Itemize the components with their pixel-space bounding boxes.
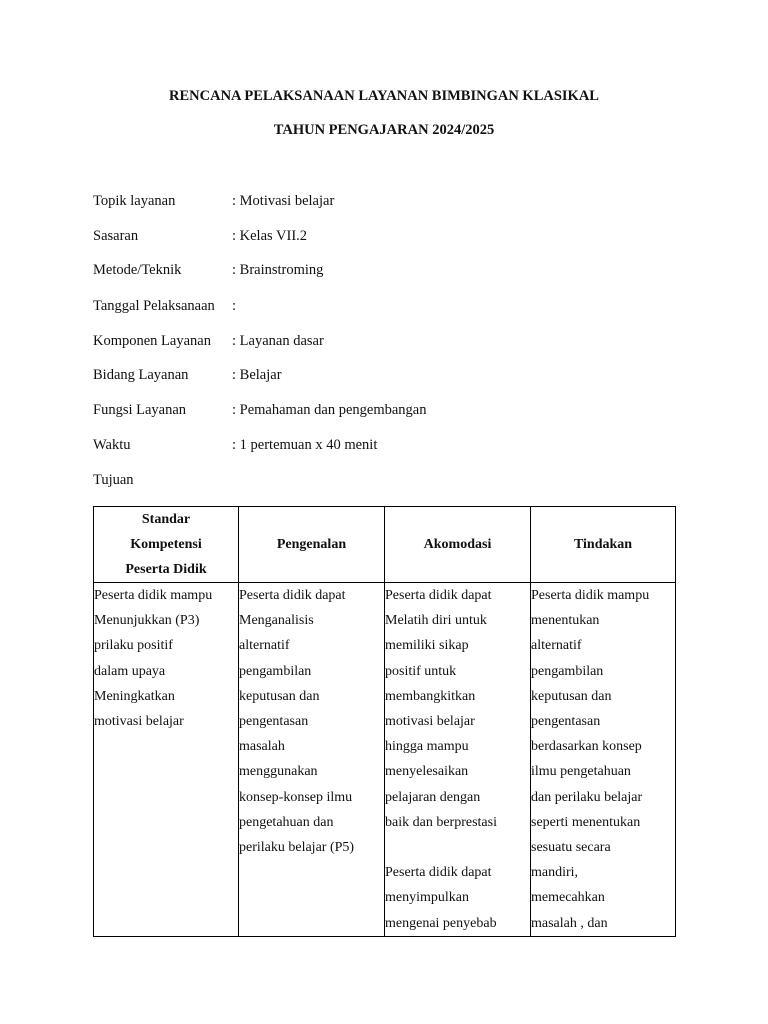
cell-standar-kompetensi bbox=[94, 583, 239, 937]
header-akomodasi bbox=[385, 507, 531, 583]
cell-line: memiliki sikap bbox=[385, 638, 469, 654]
info-label: Tujuan bbox=[93, 472, 134, 488]
info-value: : bbox=[232, 298, 237, 314]
info-value: : Kelas VII.2 bbox=[232, 228, 308, 244]
cell-line: prilaku positif bbox=[94, 638, 173, 654]
cell-line: pengentasan bbox=[239, 714, 309, 730]
info-label: Tanggal Pelaksanaan bbox=[93, 298, 215, 314]
cell-line: alternatif bbox=[239, 638, 290, 654]
cell-line: Peserta didik dapat bbox=[385, 865, 492, 881]
cell-line: Peserta didik mampu bbox=[531, 588, 650, 603]
header-tindakan bbox=[531, 507, 676, 583]
info-label: Topik layanan bbox=[93, 193, 176, 209]
header-line: Peserta Didik bbox=[125, 562, 207, 577]
cell-line: masalah , dan bbox=[531, 915, 608, 931]
cell-line: Menganalisis bbox=[239, 613, 314, 629]
cell-line: pelajaran dengan bbox=[385, 789, 481, 805]
cell-line: perilaku belajar (P5) bbox=[239, 840, 355, 856]
cell-line: mandiri, bbox=[531, 865, 579, 881]
table-header-row bbox=[94, 507, 676, 583]
cell-line: pengentasan bbox=[531, 714, 601, 730]
info-label: Waktu bbox=[93, 437, 131, 453]
cell-akomodasi bbox=[385, 583, 531, 937]
info-label: Metode/Teknik bbox=[93, 262, 182, 278]
cell-line: pengambilan bbox=[531, 663, 604, 679]
info-value: : Pemahaman dan pengembangan bbox=[232, 402, 427, 418]
cell-line: Peserta didik mampu bbox=[94, 588, 213, 603]
cell-line: sesuatu secara bbox=[531, 840, 611, 856]
cell-line: alternatif bbox=[531, 638, 582, 654]
header-line: Pengenalan bbox=[276, 536, 347, 552]
info-label: Komponen Layanan bbox=[93, 333, 211, 349]
cell-line: Peserta didik dapat bbox=[239, 588, 346, 603]
info-value: : Layanan dasar bbox=[232, 333, 324, 349]
cell-line: motivasi belajar bbox=[94, 714, 184, 730]
header-line: Kompetensi bbox=[130, 537, 202, 552]
header-line: Akomodasi bbox=[423, 536, 492, 552]
cell-pengenalan bbox=[239, 583, 385, 937]
cell-line: seperti menentukan bbox=[531, 814, 641, 830]
cell-line: konsep-konsep ilmu bbox=[239, 789, 353, 805]
cell-line: menentukan bbox=[531, 613, 600, 629]
cell-line: Menunjukkan (P3) bbox=[94, 613, 200, 629]
cell-line: baik dan berprestasi bbox=[385, 814, 497, 830]
header-line: Tindakan bbox=[573, 536, 633, 552]
cell-line: mengenai penyebab bbox=[385, 915, 497, 931]
info-label: Fungsi Layanan bbox=[93, 402, 187, 418]
cell-line: menggunakan bbox=[239, 764, 318, 780]
info-value: : Belajar bbox=[232, 367, 282, 383]
cell-line: positif untuk bbox=[385, 663, 457, 679]
header-line: Standar bbox=[141, 512, 191, 527]
document-title: RENCANA PELAKSANAAN LAYANAN BIMBINGAN KLASIKAL bbox=[169, 88, 599, 104]
cell-line: dalam upaya bbox=[94, 663, 166, 679]
header-pengenalan bbox=[239, 507, 385, 583]
cell-line: pengetahuan dan bbox=[239, 814, 334, 830]
cell-line: Meningkatkan bbox=[94, 688, 175, 704]
cell-line: berdasarkan konsep bbox=[531, 739, 642, 755]
info-label: Bidang Layanan bbox=[93, 367, 189, 383]
info-value: : Motivasi belajar bbox=[232, 193, 335, 209]
cell-line: hingga mampu bbox=[385, 739, 469, 755]
cell-line: menyimpulkan bbox=[385, 890, 469, 906]
cell-line: motivasi belajar bbox=[385, 714, 475, 730]
cell-line: membangkitkan bbox=[385, 688, 476, 704]
cell-line: masalah bbox=[239, 739, 285, 755]
cell-line: Melatih diri untuk bbox=[385, 613, 487, 629]
cell-line: menyelesaikan bbox=[385, 764, 469, 780]
header-standar-kompetensi bbox=[94, 507, 239, 583]
cell-line: dan perilaku belajar bbox=[531, 789, 643, 805]
cell-line: ilmu pengetahuan bbox=[531, 764, 631, 780]
cell-line: keputusan dan bbox=[239, 688, 320, 704]
cell-tindakan bbox=[531, 583, 676, 937]
info-value: : 1 pertemuan x 40 menit bbox=[232, 437, 378, 453]
cell-line: Peserta didik dapat bbox=[385, 588, 492, 603]
document-subtitle: TAHUN PENGAJARAN 2024/2025 bbox=[273, 122, 495, 138]
table-row bbox=[94, 583, 676, 937]
cell-line: keputusan dan bbox=[531, 688, 612, 704]
cell-blank-line bbox=[385, 835, 530, 860]
info-value: : Brainstroming bbox=[232, 262, 324, 278]
cell-line: pengambilan bbox=[239, 663, 312, 679]
cell-line: memecahkan bbox=[531, 890, 605, 906]
info-label: Sasaran bbox=[93, 228, 139, 244]
competency-table bbox=[93, 506, 676, 937]
